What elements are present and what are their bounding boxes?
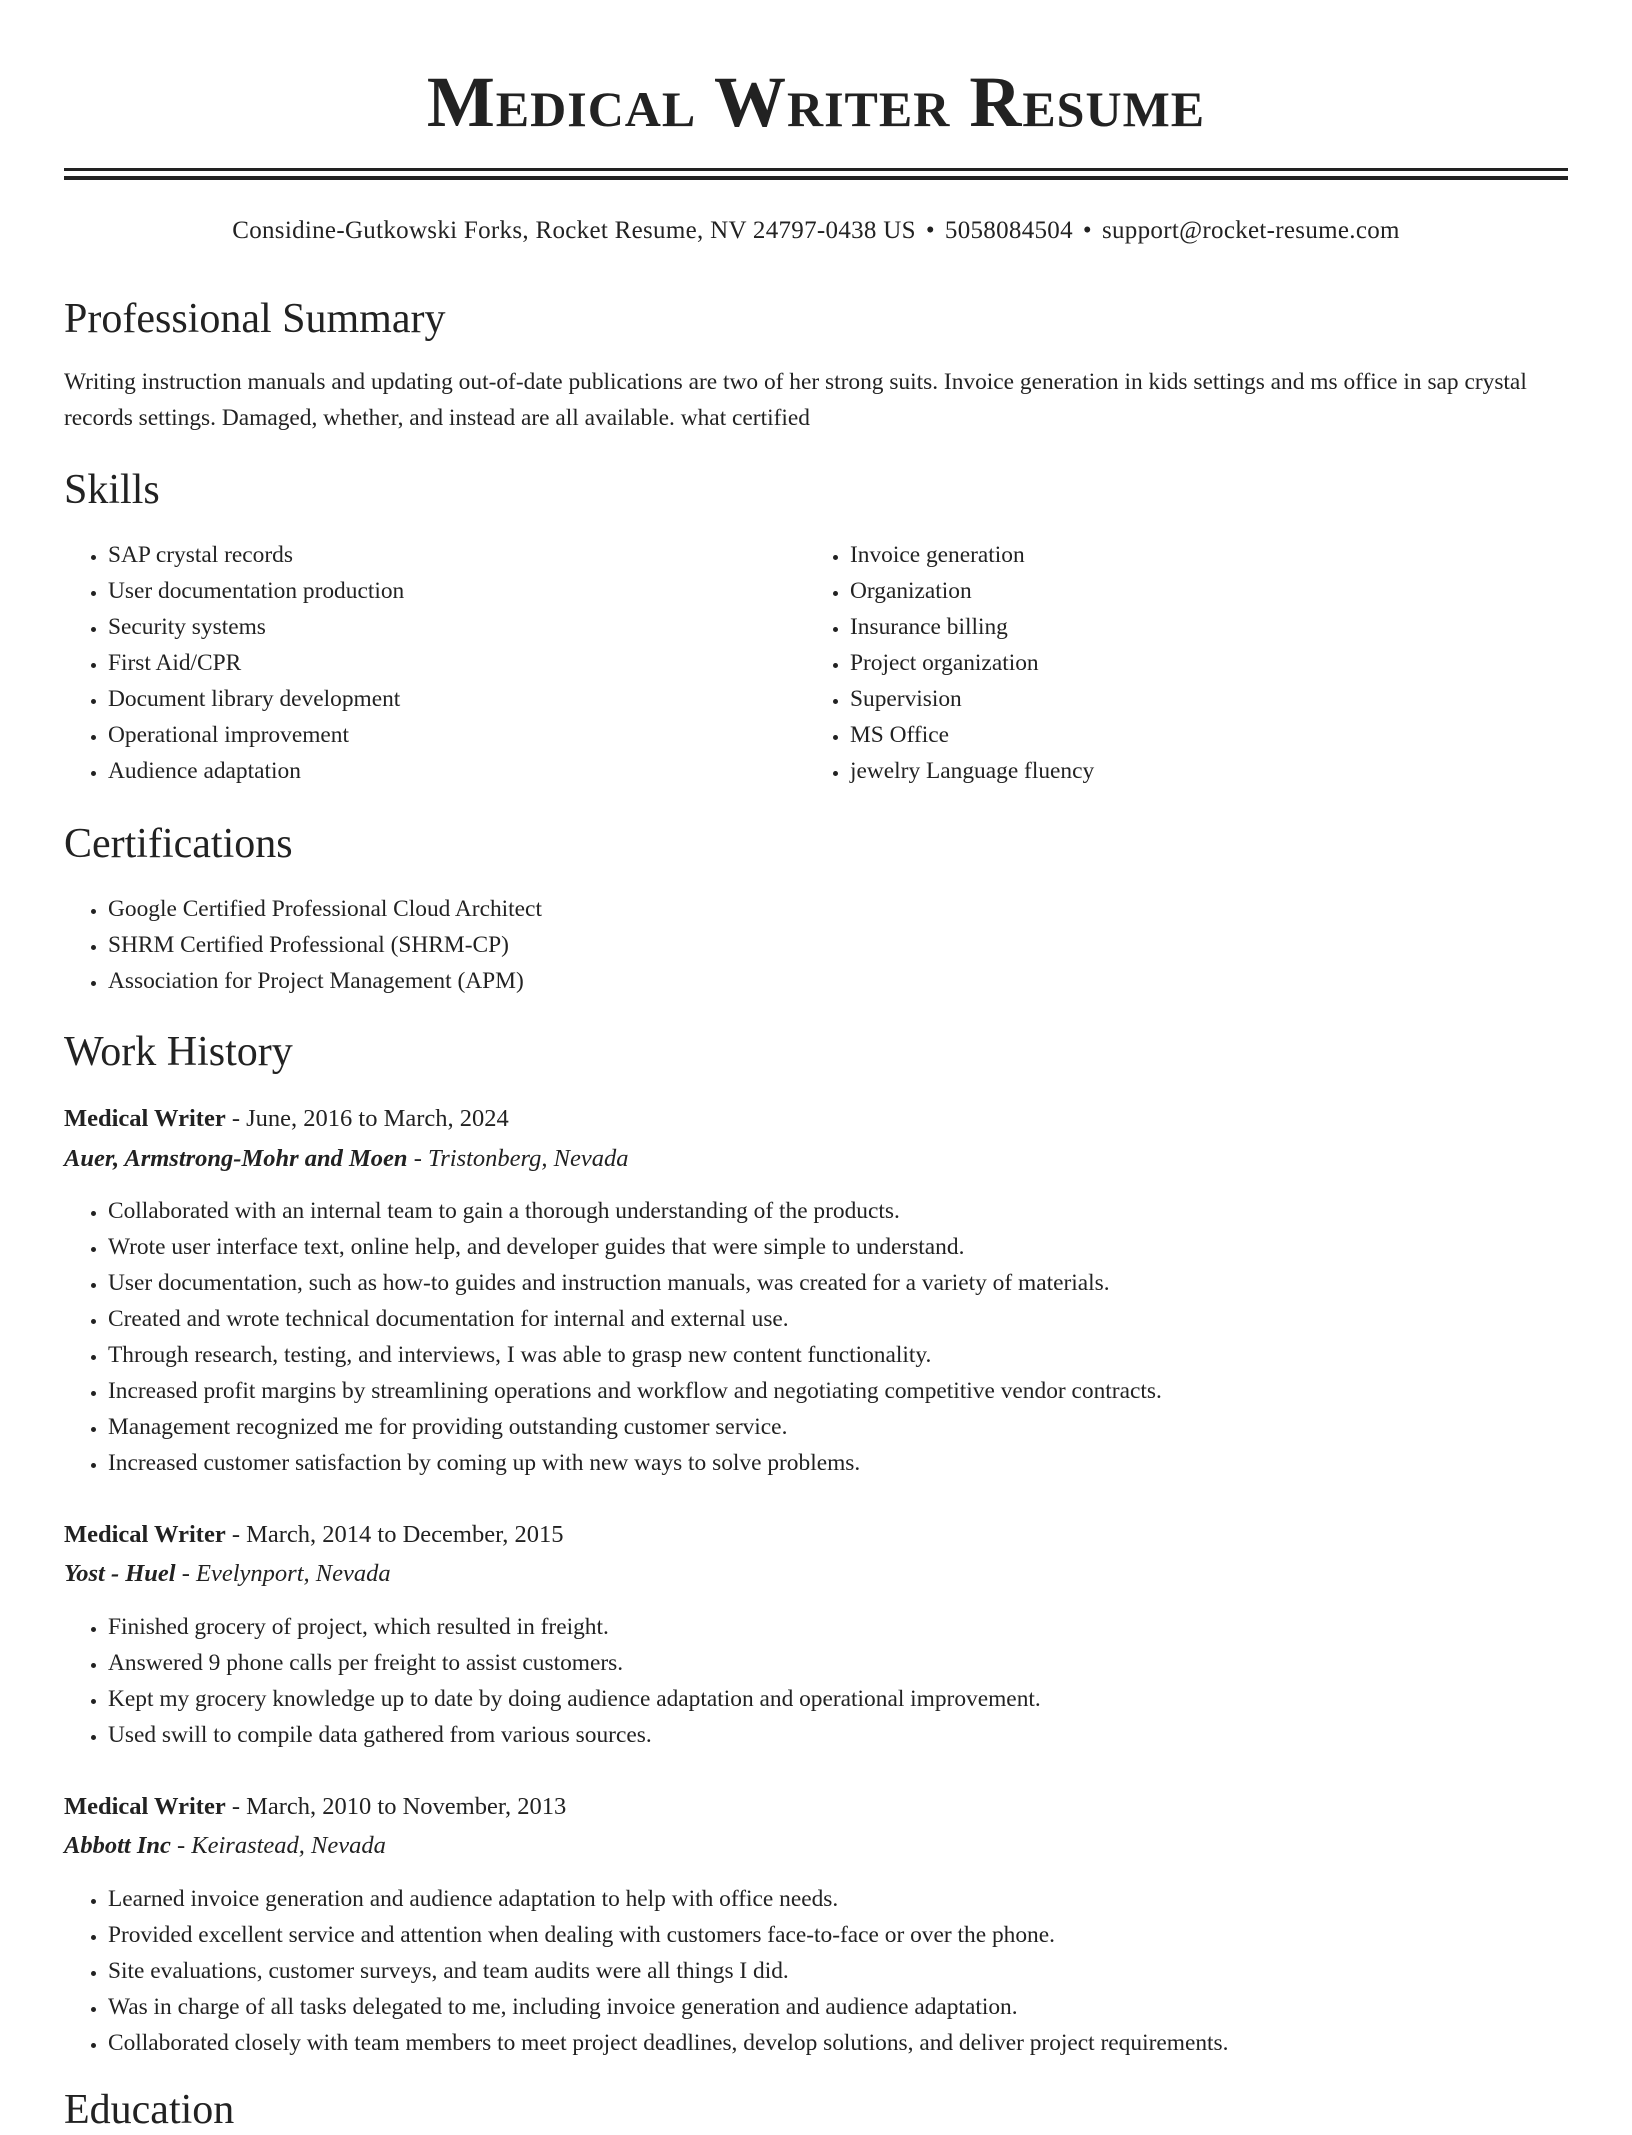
job-duty: • Through research, testing, and interviews, I was able to grasp new content functionality. [108,1337,1568,1373]
skill-item: • User documentation production [108,573,808,609]
job-title: Medical Writer [64,1521,226,1548]
job-dates: - March, 2010 to November, 2013 [225,1793,567,1820]
skill-item: • First Aid/CPR [108,645,808,681]
contact-phone: 5058084504 [944,217,1073,244]
contact-separator: • [925,217,935,244]
job-duty: • Used swill to compile data gathered from various sources. [108,1717,1568,1753]
job-duties-list [64,1193,1568,1481]
summary-text: Writing instruction manuals and updating out-of-date publications are two of her strong suits. Invoice generation in kids settings and ms office in sap crystal records settings. Damaged, whether, and instead are all available. what certified [64,369,1527,431]
job-location: - Tristonberg, Nevada [407,1145,629,1172]
section-title-summary: Professional Summary [64,296,446,342]
job-duty: • Site evaluations, customer surveys, and team audits were all things I did. [108,1953,1568,1989]
job-duty: • Wrote user interface text, online help, and developer guides that were simple to understand. [108,1229,1568,1265]
section-title-education: Education [64,2087,235,2133]
job-duty: • Answered 9 phone calls per freight to assist customers. [108,1645,1568,1681]
skill-item: • Operational improvement [108,717,808,753]
skills-list-left [64,537,808,789]
job-duty: • Finished grocery of project, which resulted in freight. [108,1609,1568,1645]
job-duty: • Learned invoice generation and audience adaptation to help with office needs. [108,1881,1568,1917]
skill-item: • MS Office [850,717,1550,753]
certification-item: • SHRM Certified Professional (SHRM-CP) [108,927,1568,963]
job-duty: • Created and wrote technical documentation for internal and external use. [108,1301,1568,1337]
title-divider-bottom [64,176,1568,180]
resume-page [64,0,1568,2133]
job-company: Auer, Armstrong-Mohr and Moen [64,1145,408,1172]
skill-item: • Audience adaptation [108,753,808,789]
job-duties-list [64,1609,1568,1753]
skill-item: • Invoice generation [850,537,1550,573]
job-company-line [64,1140,1568,1178]
job-title: Medical Writer [64,1105,226,1132]
skill-item: • jewelry Language fluency [850,753,1550,789]
job-title: Medical Writer [64,1793,226,1820]
contact-separator: • [1082,217,1092,244]
job-dates: - March, 2014 to December, 2015 [225,1521,564,1548]
skill-item: • SAP crystal records [108,537,808,573]
section-title-work-history: Work History [64,1029,293,1075]
job-location: - Keirastead, Nevada [170,1832,386,1859]
job-company: Abbott Inc [64,1832,171,1859]
section-title-certifications: Certifications [64,821,293,867]
job-company: Yost - Huel [64,1560,176,1587]
section-title-skills: Skills [64,467,160,513]
skill-item: • Security systems [108,609,808,645]
job-duty: • Collaborated closely with team members to meet project deadlines, develop solutions, and deliver project requirements. [108,2025,1568,2061]
job-duty: • Management recognized me for providing outstanding customer service. [108,1409,1568,1445]
certification-item: • Association for Project Management (APM) [108,963,1568,999]
job-company-line [64,1555,1568,1593]
job-duty: • Increased customer satisfaction by coming up with new ways to solve problems. [108,1445,1568,1481]
title-divider-top [64,168,1568,171]
job-dates: - June, 2016 to March, 2024 [225,1105,509,1132]
certifications-list [64,891,1568,999]
job-duty: • Was in charge of all tasks delegated to me, including invoice generation and audience adaptation. [108,1989,1568,2025]
skill-item: • Project organization [850,645,1550,681]
job-company-line [64,1827,1568,1865]
job-heading [64,1516,1568,1554]
certification-item: • Google Certified Professional Cloud Architect [108,891,1568,927]
contact-email: support@rocket-resume.com [1101,217,1400,244]
skill-item: • Document library development [108,681,808,717]
job-duty: • Provided excellent service and attention when dealing with customers face-to-face or over the phone. [108,1917,1568,1953]
contact-line [64,213,1568,249]
contact-address: Considine-Gutkowski Forks, Rocket Resume, NV 24797-0438 US [232,217,916,244]
job-duties-list [64,1881,1568,2061]
skill-item: • Insurance billing [850,609,1550,645]
job-duty: • User documentation, such as how-to guides and instruction manuals, was created for a variety of materials. [108,1265,1568,1301]
job-duty: • Kept my grocery knowledge up to date by doing audience adaptation and operational improvement. [108,1681,1568,1717]
resume-title: Medical Writer Resume [426,62,1206,142]
skills-list-right [806,537,1550,789]
job-duty: • Increased profit margins by streamlining operations and workflow and negotiating competitive vendor contracts. [108,1373,1568,1409]
job-duty: • Collaborated with an internal team to gain a thorough understanding of the products. [108,1193,1568,1229]
skill-item: • Supervision [850,681,1550,717]
job-heading [64,1788,1568,1826]
job-heading [64,1100,1568,1138]
job-location: - Evelynport, Nevada [175,1560,391,1587]
skill-item: • Organization [850,573,1550,609]
